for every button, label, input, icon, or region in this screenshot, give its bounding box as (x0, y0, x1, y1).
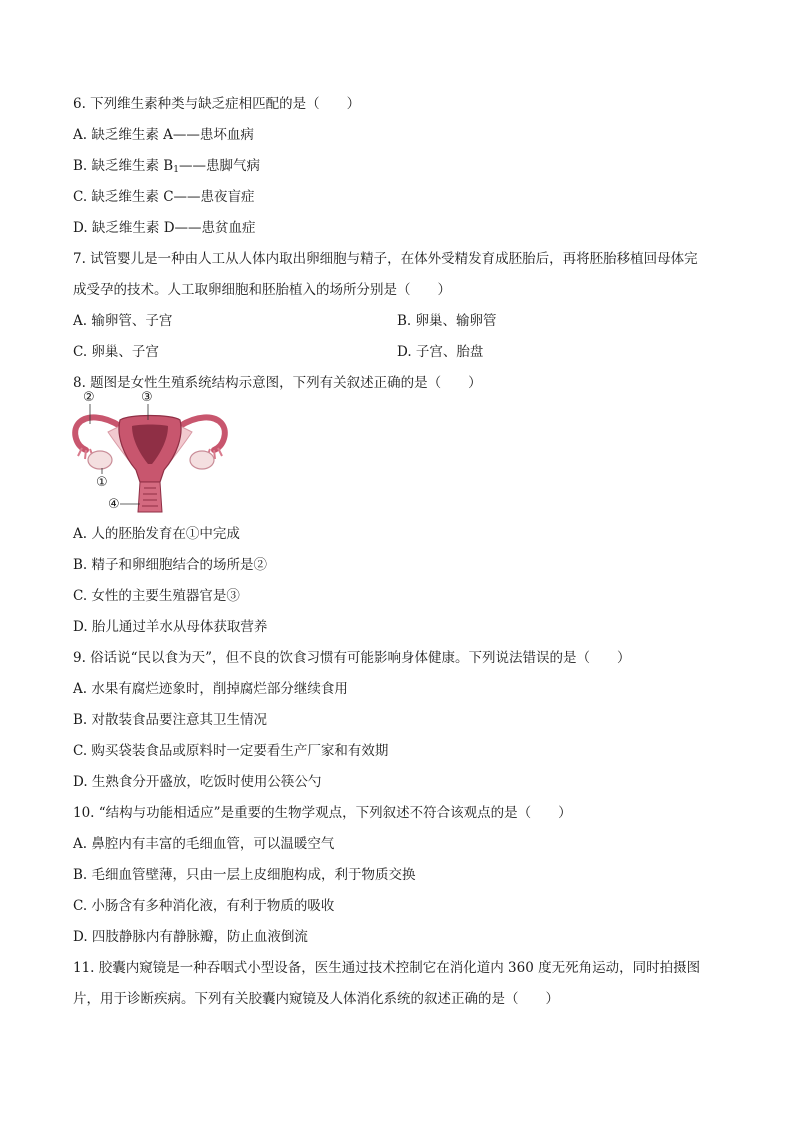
q9-option-b: B. 对散装食品要注意其卫生情况 (73, 712, 268, 728)
q9-option-d: D. 生熟食分开盛放，吃饭时使用公筷公勺 (73, 774, 322, 790)
q9-option-a: A. 水果有腐烂迹象时，削掉腐烂部分继续食用 (73, 681, 348, 697)
q8-option-a: A. 人的胚胎发育在①中完成 (73, 526, 240, 542)
q11-stem-line2: 片，用于诊断疾病。下列有关胶囊内窥镜及人体消化系统的叙述正确的是（ ） (73, 991, 559, 1007)
q6-option-c: C. 缺乏维生素 C——患夜盲症 (73, 189, 255, 205)
label-2: ② (83, 390, 95, 405)
vagina (138, 482, 162, 512)
q7-option-b: B. 卵巢、输卵管 (397, 313, 497, 329)
q6-option-b-pre: B. 缺乏维生素 B (73, 158, 174, 174)
q8-option-c: C. 女性的主要生殖器官是③ (73, 588, 240, 604)
q10-option-d: D. 四肢静脉内有静脉瓣，防止血液倒流 (73, 929, 308, 945)
q6-option-d: D. 缺乏维生素 D——患贫血症 (73, 220, 256, 236)
q7-stem-line2: 成受孕的技术。人工取卵细胞和胚胎植入的场所分别是（ ） (73, 282, 451, 298)
q6-stem: 6. 下列维生素种类与缺乏症相匹配的是（ ） (73, 96, 361, 112)
q10-stem: 10. “结构与功能相适应”是重要的生物学观点，下列叙述不符合该观点的是（ ） (73, 805, 572, 821)
q10-option-b: B. 毛细血管壁薄，只由一层上皮细胞构成，利于物质交换 (73, 867, 416, 883)
q10-option-a: A. 鼻腔内有丰富的毛细血管，可以温暖空气 (73, 836, 335, 852)
reproductive-diagram-svg (68, 384, 234, 514)
label-4: ④ (108, 497, 120, 512)
label-3: ③ (141, 390, 153, 405)
q7-option-d: D. 子宫、胎盘 (397, 344, 484, 360)
female-reproductive-system-diagram (68, 384, 234, 514)
q9-option-c: C. 购买袋装食品或原料时一定要看生产厂家和有效期 (73, 743, 389, 759)
q6-option-b (73, 156, 260, 176)
q9-stem: 9. 俗话说“民以食为天”，但不良的饮食习惯有可能影响身体健康。下列说法错误的是（ ） (73, 650, 631, 666)
q8-stem: 8. 题图是女性生殖系统结构示意图，下列有关叙述正确的是（ ） (73, 375, 482, 391)
q8-option-d: D. 胎儿通过羊水从母体获取营养 (73, 619, 268, 635)
q7-option-a: A. 输卵管、子宫 (73, 313, 173, 329)
q11-stem-line1: 11. 胶囊内窥镜是一种吞咽式小型设备，医生通过技术控制它在消化道内 360 度无死角运动，同时拍摄图 (73, 960, 701, 976)
label-1: ① (96, 475, 108, 490)
q10-option-c: C. 小肠含有多种消化液，有利于物质的吸收 (73, 898, 335, 914)
q7-option-c: C. 卵巢、子宫 (73, 344, 159, 360)
q8-option-b: B. 精子和卵细胞结合的场所是② (73, 557, 268, 573)
q6-option-b-sub: 1 (173, 165, 179, 175)
right-ovary (190, 451, 214, 469)
q6-option-b-post: ——患脚气病 (178, 158, 260, 174)
left-ovary (88, 451, 112, 469)
q7-stem-line1: 7. 试管婴儿是一种由人工从人体内取出卵细胞与精子，在体外受精发育成胚胎后，再将胚胎移植回母体完 (73, 251, 698, 267)
q6-option-a: A. 缺乏维生素 A——患坏血病 (73, 127, 254, 143)
